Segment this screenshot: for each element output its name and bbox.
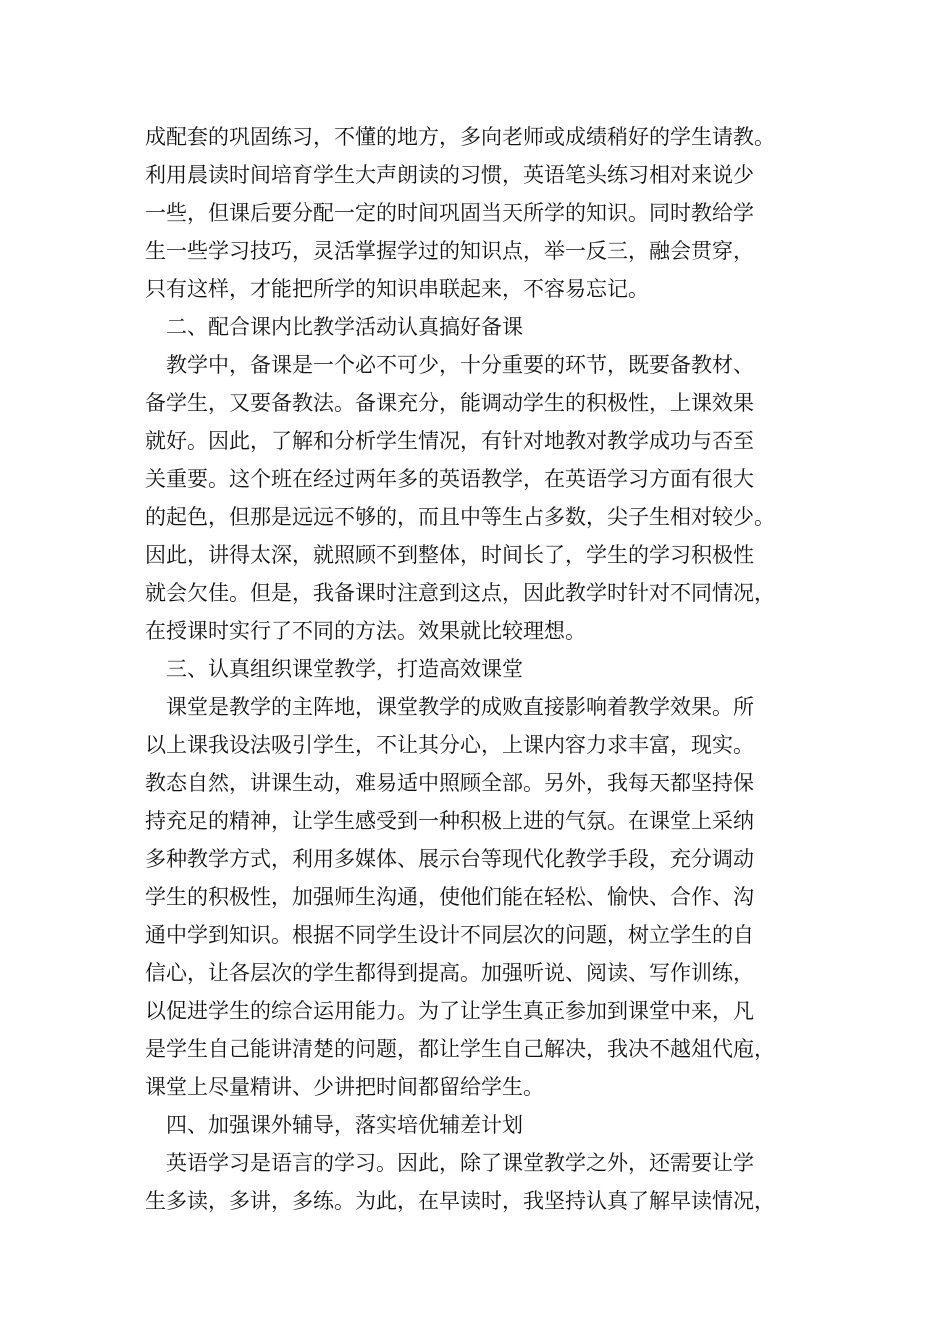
text-line: 课堂上尽量精讲、少讲把时间都留给学生。	[145, 1075, 544, 1099]
text-line: 教学中，备课是一个必不可少，十分重要的环节，既要备教材、	[166, 353, 754, 377]
text-line: 生一些学习技巧，灵活掌握学过的知识点，举一反三，融会贯穿，	[145, 239, 754, 263]
text-line: 以上课我设法吸引学生，不让其分心，上课内容力求丰富，现实。	[145, 733, 754, 757]
document-body	[145, 118, 815, 1220]
text-line: 备学生，又要备教法。备课充分，能调动学生的积极性，上课效果	[145, 391, 754, 415]
text-line: 是学生自己能讲清楚的问题，都让学生自己解决，我决不越俎代庖，	[145, 1037, 775, 1061]
text-line: 生多读，多讲，多练。为此，在早读时，我坚持认真了解早读情况，	[145, 1189, 775, 1213]
text-line: 以促进学生的综合运用能力。为了让学生真正参加到课堂中来，凡	[145, 999, 754, 1023]
text-line: 就好。因此，了解和分析学生情况，有针对地教对教学成功与否至	[145, 429, 754, 453]
text-line: 信心，让各层次的学生都得到提高。加强听说、阅读、写作训练，	[145, 961, 754, 985]
text-line: 就会欠佳。但是，我备课时注意到这点，因此教学时针对不同情况，	[145, 581, 775, 605]
text-line: 利用晨读时间培育学生大声朗读的习惯，英语笔头练习相对来说少	[145, 163, 754, 187]
text-line: 只有这样，才能把所学的知识串联起来，不容易忘记。	[145, 277, 649, 301]
text-line: 在授课时实行了不同的方法。效果就比较理想。	[145, 619, 586, 643]
text-line: 持充足的精神，让学生感受到一种积极上进的气氛。在课堂上采纳	[145, 809, 754, 833]
text-line: 学生的积极性，加强师生沟通，使他们能在轻松、愉快、合作、沟	[145, 885, 754, 909]
text-line: 多种教学方式，利用多媒体、展示台等现代化教学手段，充分调动	[145, 847, 754, 871]
section-heading: 四、加强课外辅导，落实培优辅差计划	[166, 1113, 523, 1137]
text-line: 成配套的巩固练习，不懂的地方，多向老师或成绩稍好的学生请教。	[145, 125, 775, 149]
section-heading: 二、配合课内比教学活动认真搞好备课	[166, 315, 523, 339]
text-line: 教态自然，讲课生动，难易适中照顾全部。另外，我每天都坚持保	[145, 771, 754, 795]
section-heading: 三、认真组织课堂教学，打造高效课堂	[166, 657, 523, 681]
text-line: 一些，但课后要分配一定的时间巩固当天所学的知识。同时教给学	[145, 201, 754, 225]
text-line: 课堂是教学的主阵地，课堂教学的成败直接影响着教学效果。所	[166, 695, 754, 719]
text-line: 英语学习是语言的学习。因此，除了课堂教学之外，还需要让学	[166, 1151, 754, 1175]
text-line: 的起色，但那是远远不够的，而且中等生占多数，尖子生相对较少。	[145, 505, 775, 529]
text-line: 关重要。这个班在经过两年多的英语教学，在英语学习方面有很大	[145, 467, 754, 491]
text-line: 因此，讲得太深，就照顾不到整体，时间长了，学生的学习积极性	[145, 543, 754, 567]
text-line: 通中学到知识。根据不同学生设计不同层次的问题，树立学生的自	[145, 923, 754, 947]
